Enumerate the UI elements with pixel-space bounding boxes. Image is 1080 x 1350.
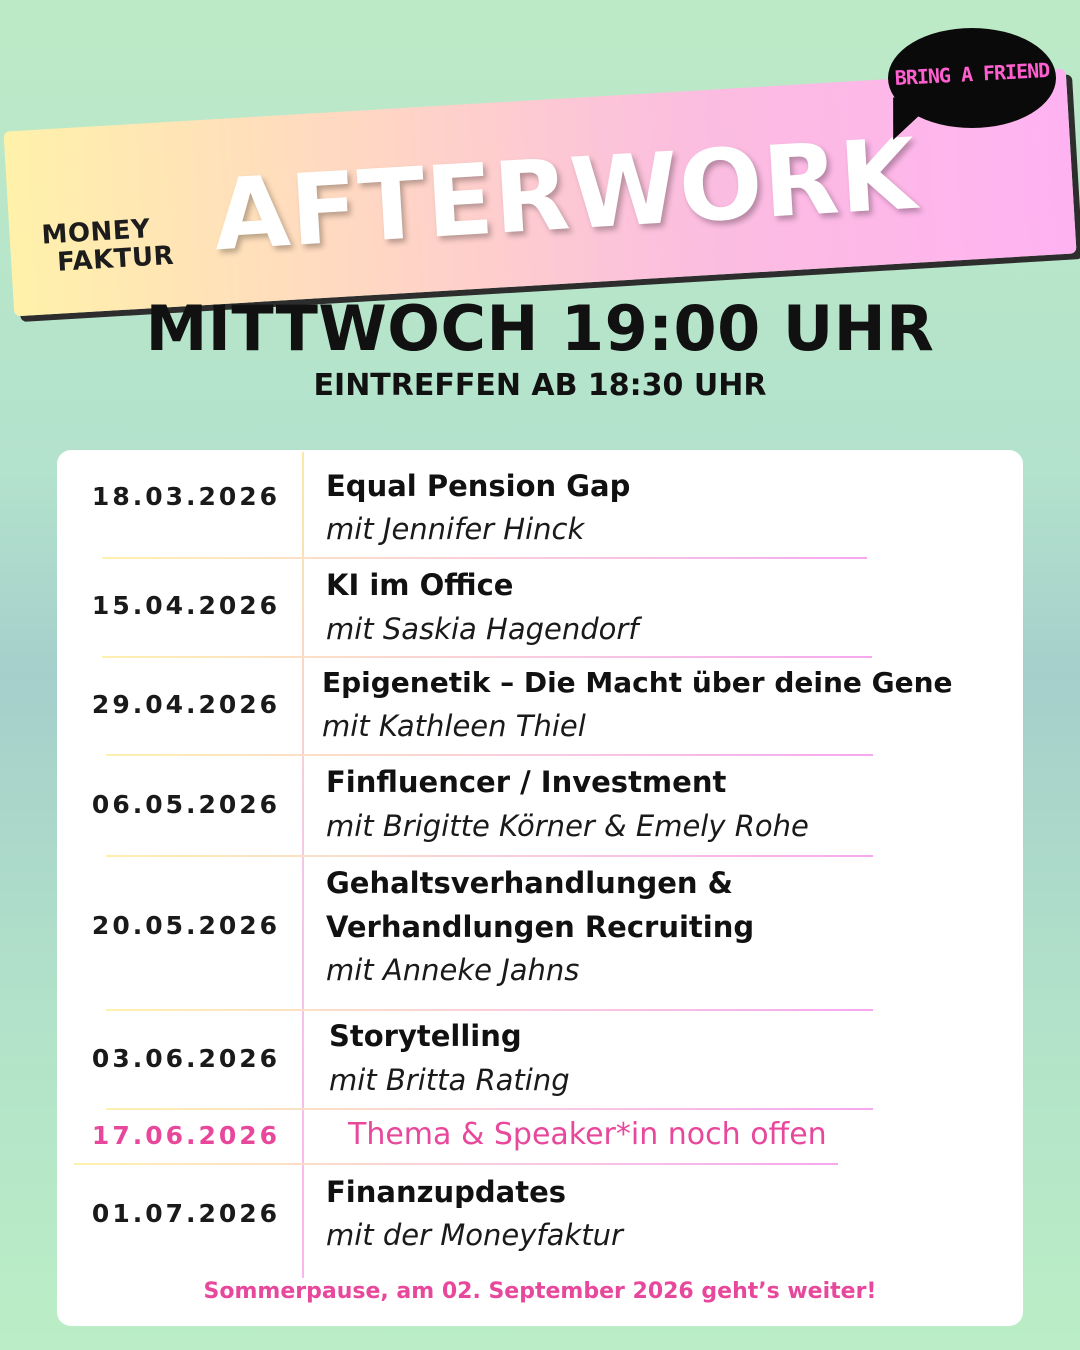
event-speaker: mit Anneke Jahns (326, 953, 580, 987)
summer-break-note: Sommerpause, am 02. September 2026 geht’s weiter! (203, 1279, 877, 1304)
arrival-time: EINTREFFEN AB 18:30 UHR (313, 368, 767, 403)
event-date: 20.05.2026 (91, 911, 281, 940)
event-date: 18.03.2026 (91, 482, 281, 511)
logo-line-1: MONEY (40, 214, 152, 251)
event-speaker: mit Kathleen Thiel (322, 709, 586, 743)
column-divider (302, 452, 304, 1278)
event-topic-line-1: Gehaltsverhandlungen & (326, 866, 733, 900)
event-title: AFTERWORK (210, 117, 920, 274)
event-date: 29.04.2026 (91, 690, 281, 719)
event-topic: Storytelling (329, 1019, 522, 1053)
event-topic: Finfluencer / Investment (326, 765, 727, 799)
event-date: 15.04.2026 (91, 591, 281, 620)
open-topic-note: Thema & Speaker*in noch offen (348, 1117, 827, 1152)
event-date: 03.06.2026 (91, 1044, 281, 1073)
moneyfaktur-logo (41, 214, 175, 278)
row-divider (106, 1009, 873, 1011)
logo-line-2: FAKTUR (56, 240, 175, 278)
row-divider (106, 754, 873, 756)
weekday-time: MITTWOCH 19:00 UHR (145, 292, 935, 365)
event-topic: Epigenetik – Die Macht über deine Gene (322, 666, 953, 699)
event-speaker: mit Saskia Hagendorf (326, 612, 639, 646)
event-topic-line-2: Verhandlungen Recruiting (326, 910, 755, 944)
event-speaker: mit der Moneyfaktur (326, 1218, 623, 1252)
row-divider (74, 1163, 838, 1165)
row-divider (106, 1108, 873, 1110)
event-date: 01.07.2026 (91, 1199, 281, 1228)
event-speaker: mit Jennifer Hinck (326, 512, 585, 546)
bring-a-friend-label: BRING A FRIEND (894, 57, 1050, 91)
row-divider (106, 855, 873, 857)
event-topic: Equal Pension Gap (326, 469, 631, 503)
event-topic: Finanzupdates (326, 1175, 567, 1209)
event-topic: KI im Office (326, 568, 514, 602)
event-speaker: mit Brigitte Körner & Emely Rohe (326, 809, 809, 843)
event-date: 17.06.2026 (91, 1121, 281, 1150)
row-divider (102, 557, 867, 559)
event-date: 06.05.2026 (91, 790, 281, 819)
event-speaker: mit Britta Rating (329, 1063, 570, 1097)
row-divider (102, 656, 872, 658)
